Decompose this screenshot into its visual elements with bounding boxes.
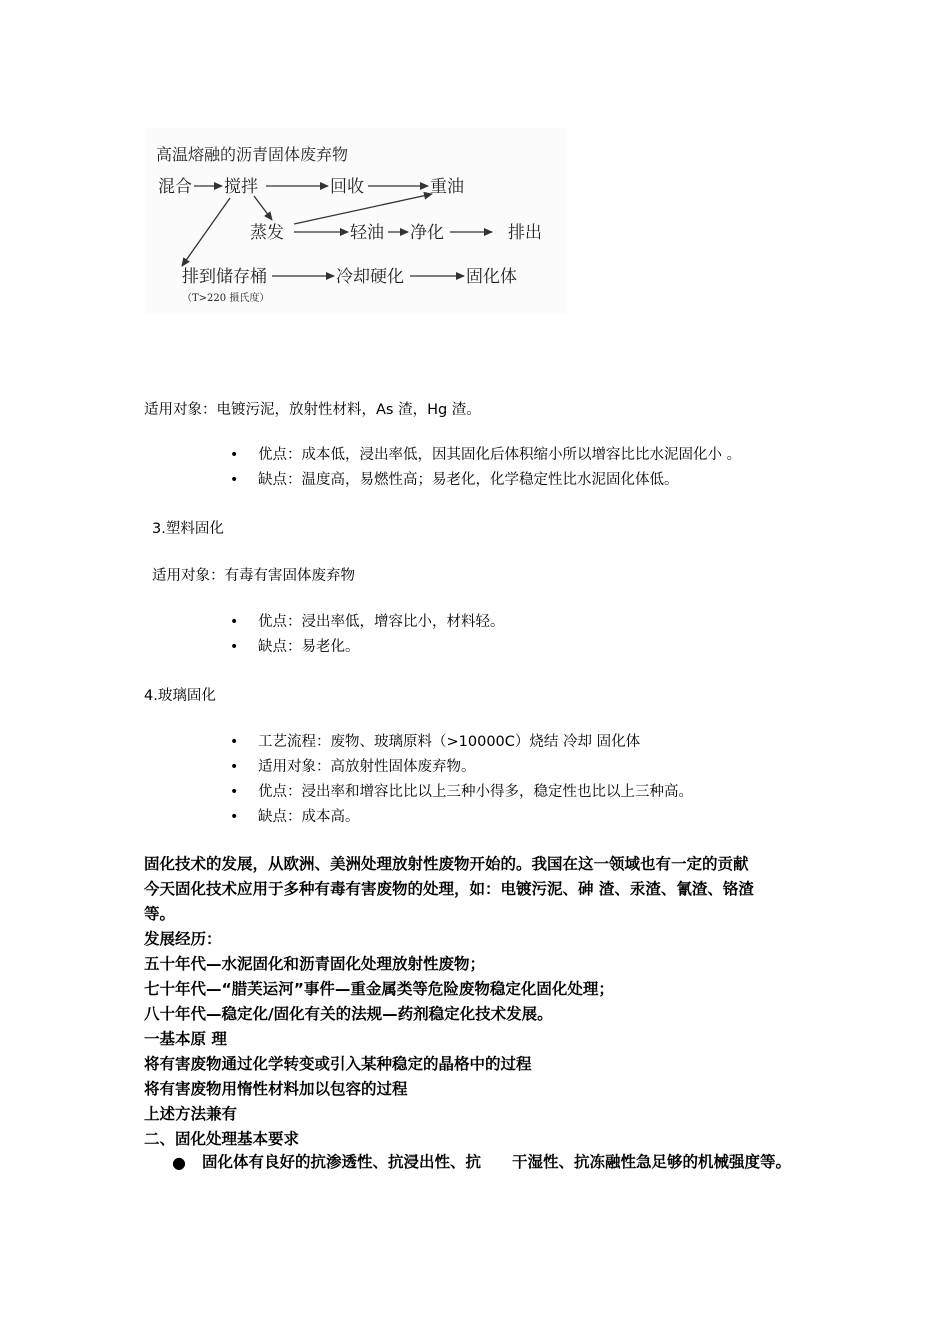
node-discharge: 排出 (508, 223, 542, 243)
node-purify: 净化 (410, 223, 444, 243)
node-stir: 搅拌 (224, 177, 258, 197)
history-line-3: 等。 (144, 905, 176, 923)
diagram-title: 高温熔融的沥青固体废弃物 (156, 145, 349, 164)
bullet: • (230, 472, 239, 488)
principle-line-3: 上述方法兼有 (144, 1105, 238, 1123)
principle-heading: 一基本原 理 (144, 1030, 227, 1048)
node-recover: 回收 (330, 177, 364, 197)
glass-cons: 缺点：成本高。 (258, 809, 360, 825)
node-evaporate: 蒸发 (250, 223, 284, 243)
history-line-1: 固化技术的发展，从欧洲、美洲处理放射性废物开始的。我国在这一领域也有一定的贡献 (144, 855, 749, 873)
requirements-list (170, 1150, 820, 1175)
glass-process: 工艺流程：废物、玻璃原料（>10000C）烧结 冷却 固化体 (258, 734, 641, 750)
bullet: • (230, 784, 239, 800)
arrow-evaporate-heavy-oil (294, 194, 432, 224)
principle-line-1: 将有害废物通过化学转变或引入某种稳定的晶格中的过程 (144, 1055, 532, 1073)
plastic-pros-cons-list (228, 610, 505, 660)
arrow-stir-evaporate (254, 196, 272, 220)
temperature-note: （T>220 摄氏度） (182, 293, 270, 304)
bullet: ● (172, 1153, 186, 1172)
bullet: • (230, 639, 239, 655)
list-item (228, 610, 505, 635)
history-line-2: 今天固化技术应用于多种有毒有害废物的处理，如：电镀污泥、砷 渣、汞渣、氰渣、铬渣 (144, 880, 754, 898)
glass-heading: 4.玻璃固化 (144, 688, 216, 704)
list-item (228, 755, 693, 780)
asphalt-cons: 缺点：温度高，易燃性高；易老化，化学稳定性比水泥固化体低。 (258, 472, 679, 488)
bullet: • (230, 809, 239, 825)
asphalt-pros: 优点：成本低，浸出率低，因其固化后体积缩小所以增容比比水泥固化小 。 (258, 447, 742, 463)
eighties-line: 八十年代—稳定化/固化有关的法规—药剂稳定化技术发展。 (144, 1005, 553, 1023)
list-item (228, 443, 741, 468)
seventies-line: 七十年代—“腊芙运河”事件—重金属类等危险废物稳定化固化处理； (144, 980, 614, 998)
asphalt-applicable: 适用对象：电镀污泥，放射性材料，As 渣，Hg 渣。 (144, 402, 481, 418)
plastic-applicable: 适用对象：有毒有害固体废弃物 (152, 568, 355, 584)
asphalt-pros-cons-list (228, 443, 741, 493)
requirement-text: 固化体有良好的抗渗透性、抗浸出性、抗 干湿性、抗冻融性急足够的机械强度等。 (202, 1153, 792, 1171)
node-light-oil: 轻油 (350, 223, 384, 243)
node-cool: 冷却硬化 (336, 267, 404, 287)
bullet: • (230, 759, 239, 775)
list-item (228, 780, 693, 805)
plastic-heading: 3.塑料固化 (152, 521, 224, 537)
bullet: • (230, 734, 239, 750)
principle-line-2: 将有害废物用惰性材料加以包容的过程 (144, 1080, 408, 1098)
fifties-line: 五十年代—水泥固化和沥青固化处理放射性废物； (144, 955, 486, 973)
node-heavy-oil: 重油 (430, 177, 464, 197)
node-mix: 混合 (158, 177, 192, 197)
glass-applicable: 适用对象：高放射性固体废弃物。 (258, 759, 476, 775)
list-item (228, 635, 505, 660)
requirements-heading: 二、固化处理基本要求 (144, 1130, 300, 1148)
bullet: • (230, 614, 239, 630)
node-solid: 固化体 (466, 267, 517, 287)
arrow-mix-drain (182, 198, 230, 266)
list-item (170, 1150, 820, 1175)
asphalt-process-diagram (146, 128, 566, 314)
node-drain: 排到储存桶 (182, 267, 267, 287)
plastic-pros: 优点：浸出率低，增容比小，材料轻。 (258, 614, 505, 630)
plastic-cons: 缺点：易老化。 (258, 639, 360, 655)
list-item (228, 730, 693, 755)
development-heading: 发展经历： (144, 930, 222, 948)
list-item (228, 805, 693, 830)
glass-list (228, 730, 693, 830)
list-item (228, 468, 741, 493)
bullet: • (230, 447, 239, 463)
glass-pros: 优点：浸出率和增容比比以上三种小得多，稳定性也比以上三种高。 (258, 784, 693, 800)
flow-chart-svg (146, 128, 566, 314)
